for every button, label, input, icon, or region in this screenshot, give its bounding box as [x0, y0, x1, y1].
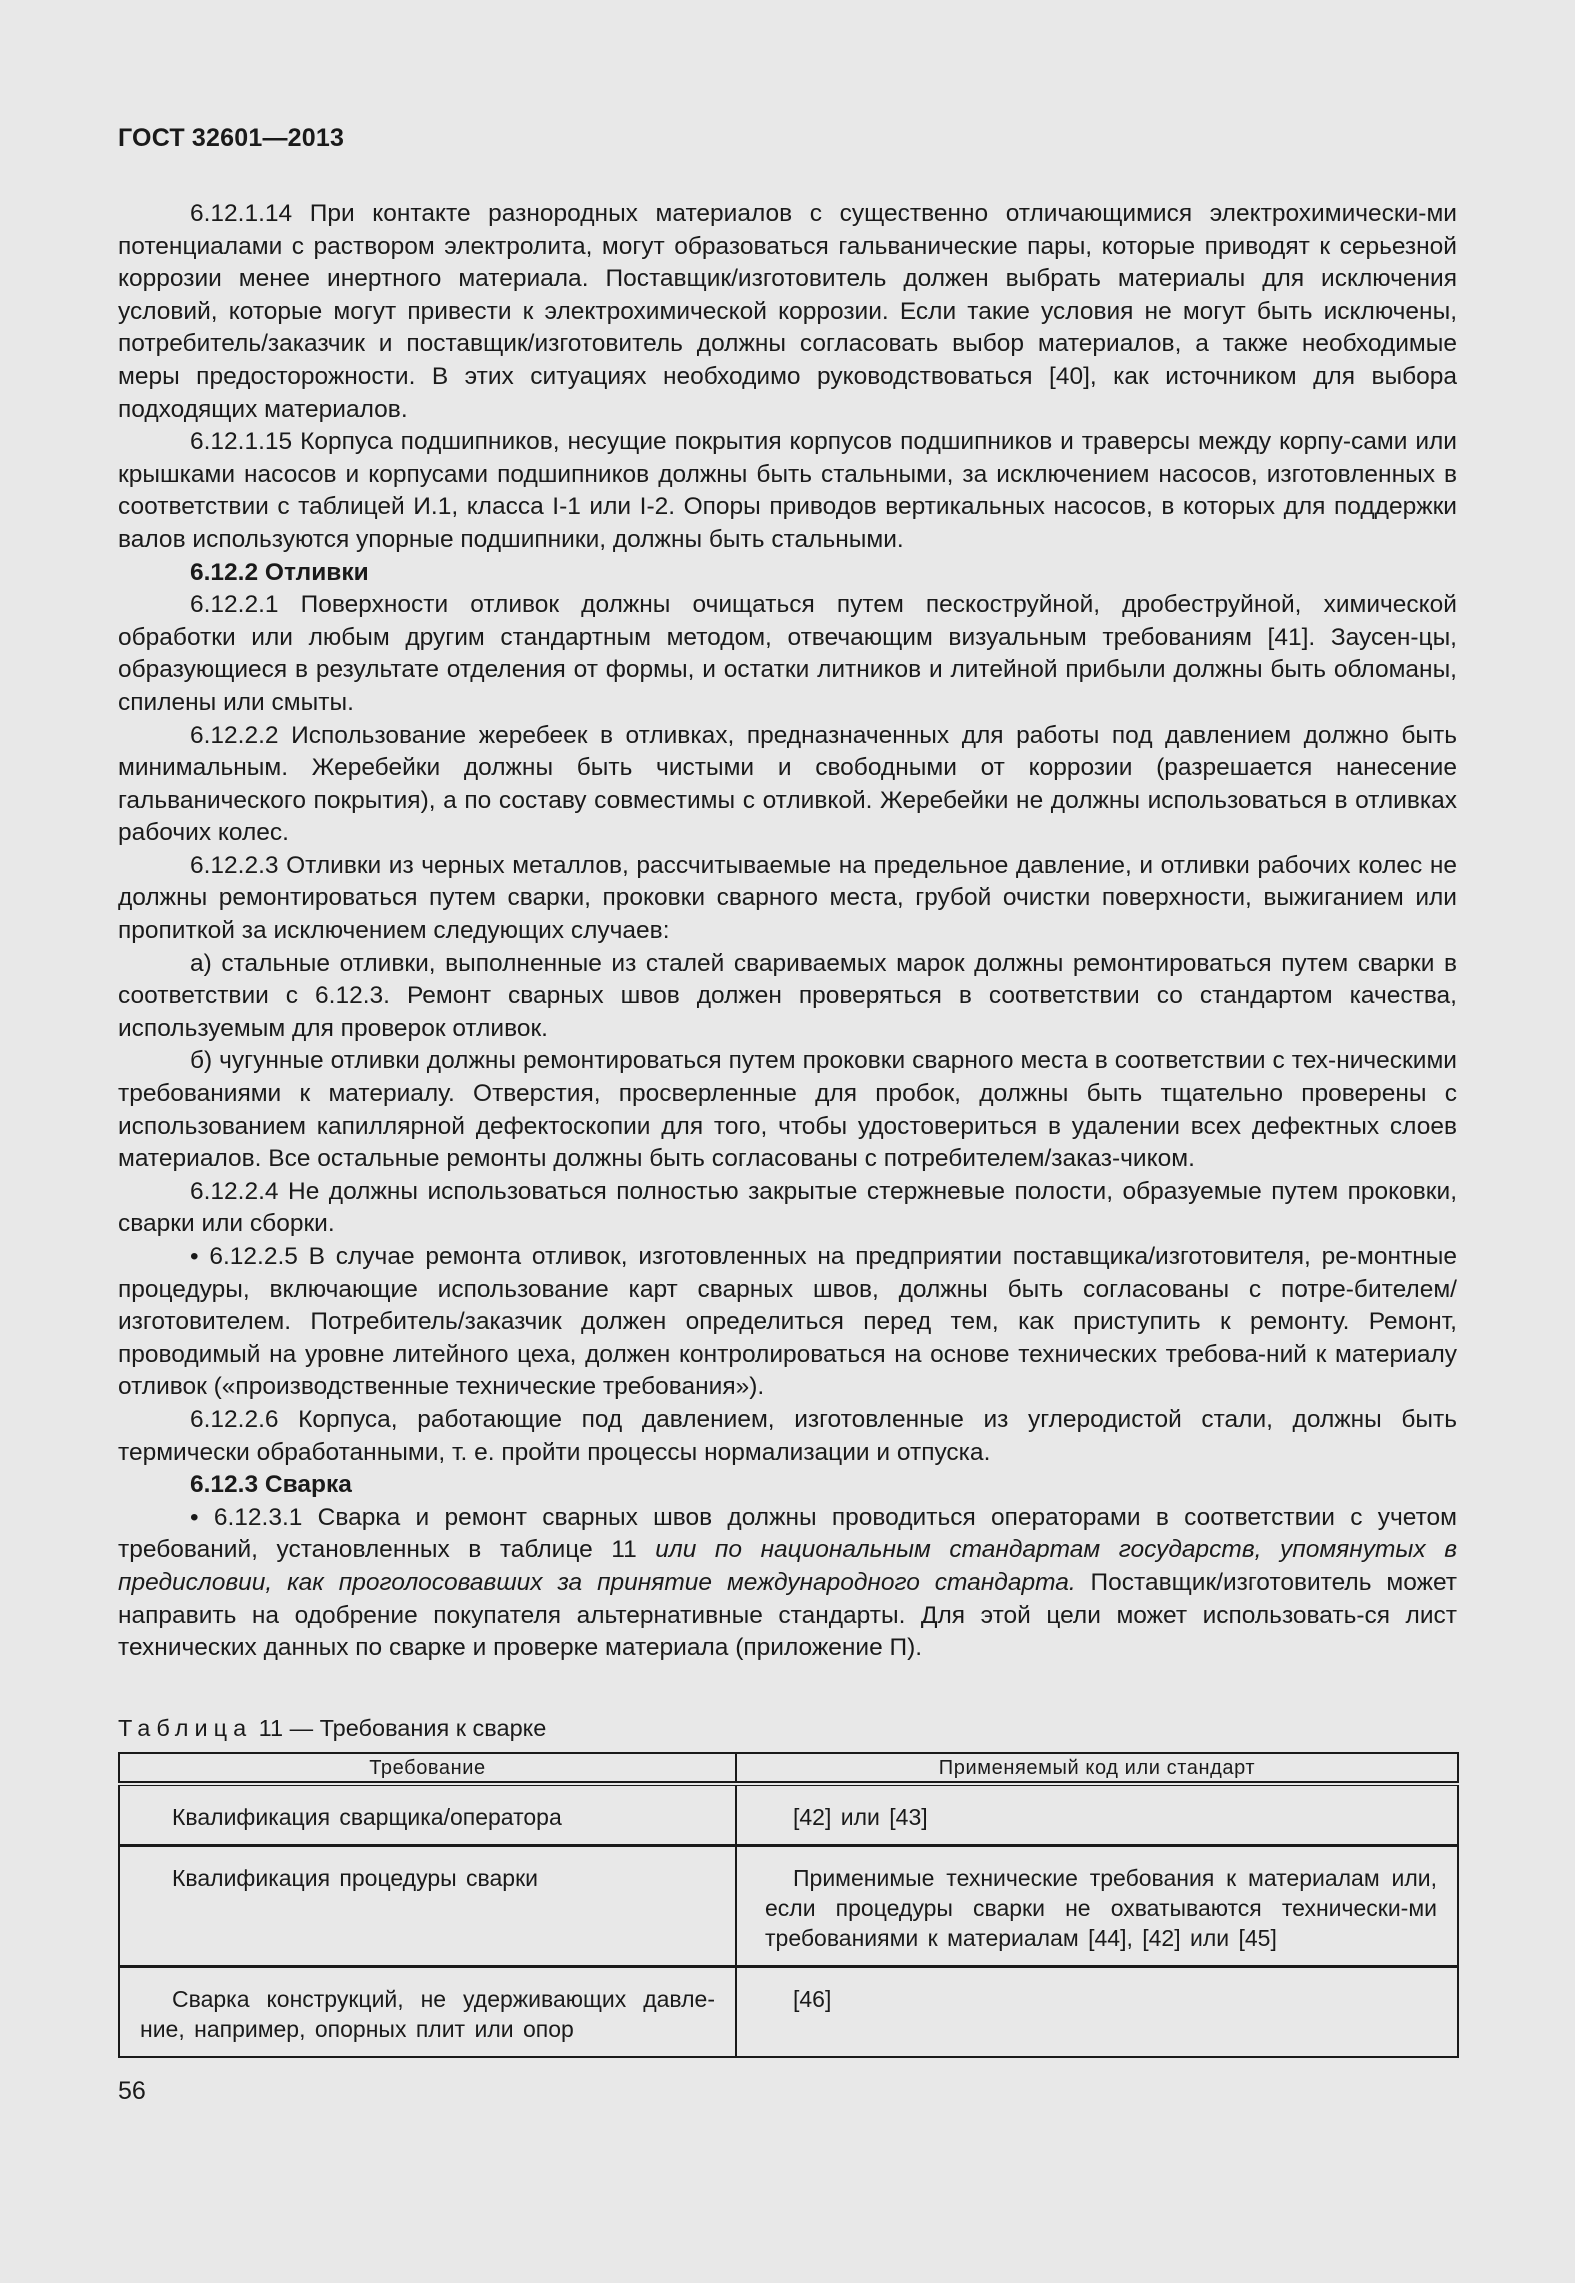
document-header: ГОСТ 32601—2013	[118, 124, 345, 152]
paragraph-6-12-2-5: • 6.12.2.5 В случае ремонта отливок, изготовленных на предприятии поставщика/изготовителя, ре-монтные процедуры, включающие использование карт сварных швов, должны быть согласованы с потре-бителем/изготовителем. Потребитель/заказчик должен определиться перед тем, как приступить к ремонту. Ремонт, проводимый на уровне литейного цеха, должен контролироваться на основе технических требова-ний к материалу отливок («производственные технические требования»).	[118, 1243, 1457, 1401]
cell-text: Квалификация процедуры сварки	[172, 1865, 538, 1891]
column-header-standard: Применяемый код или стандарт	[736, 1753, 1458, 1784]
paragraph-6-12-2-4: 6.12.2.4 Не должны использоваться полностью закрытые стержневые полости, образуемые путем проковки, сварки или сборки.	[118, 1177, 1457, 1238]
paragraph-6-12-3-1-end: Поставщик/изготовитель может направить на одобрение покупателя альтернативные стандарты. Для этой цели может использовать-ся лист технических данных по сварке и проверке материала (приложение П).	[118, 1568, 1458, 1662]
table-row	[119, 1967, 1458, 2058]
column-header-requirement: Требование	[119, 1753, 736, 1784]
paragraph-6-12-2-1: 6.12.2.1 Поверхности отливок должны очищаться путем пескоструйной, дробеструйной, химической обработки или любым другим стандартным методом, отвечающим визуальным требованиям [41]. Заусен-цы, образующиеся в результате отделения от формы, и остатки литников и литейной прибыли должны быть обломаны, спилены или смыты.	[118, 591, 1457, 716]
table-caption-label: Таблица	[118, 1715, 253, 1741]
table-cell	[736, 1967, 1458, 2058]
table-cell	[119, 1967, 736, 2058]
section-heading-welding: 6.12.3 Сварка	[190, 1471, 352, 1499]
table-caption	[118, 1713, 546, 1743]
paragraph-6-12-2-6: 6.12.2.6 Корпуса, работающие под давлением, изготовленные из углеродистой стали, должны быть термически обработанными, т. е. пройти процессы нормализации и отпуска.	[118, 1405, 1457, 1466]
cell-text: [46]	[793, 1986, 832, 2012]
paragraph-6-12-1-14: 6.12.1.14 При контакте разнородных материалов с существенно отличающимися электрохимически-ми потенциалами с раствором электролита, могут образоваться гальванические пары, которые приводят к серьезной коррозии менее инертного материала. Поставщик/изготовитель должен выбрать материалы для исключения условий, которые могут привести к электрохимической коррозии. Если такие условия не могут быть исключены, потребитель/заказчик и поставщик/изготовитель должны согласовать выбор материалов, а также необходимые меры предосторожности. В этих ситуациях необходимо руководствоваться [40], как источником для выбора подходящих материалов.	[118, 200, 1457, 423]
paragraph-6-12-3-1-start: • 6.12.3.1 Сварка и ремонт сварных швов должны проводиться операторами в соответствии с учетом требований, установленных в таблице 11	[118, 1503, 1457, 1564]
paragraph-6-12-3-1	[118, 1502, 1457, 1665]
table-caption-title: 11 — Требования к сварке	[252, 1715, 547, 1741]
document-body	[118, 198, 1457, 1665]
paragraph-6-12-3-1-italic: или по национальным стандартам государств, упомянутых в предисловии, как проголосовавших за принятие международного стандарта.	[118, 1536, 1457, 1596]
table-cell	[119, 1784, 736, 1846]
cell-text: Квалификация сварщика/оператора	[172, 1804, 562, 1830]
page-number: 56	[118, 2077, 146, 2105]
cell-text: [42] или [43]	[793, 1804, 928, 1830]
paragraph-6-12-2-2: 6.12.2.2 Использование жеребеек в отливках, предназначенных для работы под давлением должно быть минимальным. Жеребейки должны быть чистыми и свободными от коррозии (разрешается нанесение гальванического покрытия), а по составу совместимы с отливкой. Жеребейки не должны использоваться в отливках рабочих колес.	[118, 721, 1457, 847]
list-item-b: б) чугунные отливки должны ремонтироваться путем проковки сварного места в соответствии с тех-ническими требованиями к материалу. Отверстия, просверленные для пробок, должны быть тщательно проверены с использованием капиллярной дефектоскопии для того, чтобы удостовериться в удалении всех дефектных слоев материалов. Все остальные ремонты должны быть согласованы с потребителем/заказ-чиком.	[118, 1047, 1457, 1173]
list-item-a: а) стальные отливки, выполненные из сталей свариваемых марок должны ремонтироваться путем сварки в соответствии с 6.12.3. Ремонт сварных швов должен проверяться в соответствии со стандартом качества, используемым для проверок отливок.	[118, 949, 1457, 1042]
table-header-row	[119, 1753, 1458, 1784]
cell-text: Применимые технические требования к материалам или, если процедуры сварки не охватываются технически-ми требованиями к материалам [44], [42] или [45]	[765, 1865, 1437, 1951]
table-cell	[736, 1784, 1458, 1846]
table-cell	[736, 1846, 1458, 1967]
section-heading-castings: 6.12.2 Отливки	[190, 558, 369, 586]
table-row	[119, 1784, 1458, 1846]
welding-requirements-table	[118, 1752, 1459, 2058]
paragraph-6-12-1-15: 6.12.1.15 Корпуса подшипников, несущие покрытия корпусов подшипников и траверсы между корпу-сами или крышками насосов и корпусами подшипников должны быть стальными, за исключением насосов, изготовленных в соответствии с таблицей И.1, класса I-1 или I-2. Опоры приводов вертикальных насосов, в которых для поддержки валов используются упорные подшипники, должны быть стальными.	[118, 428, 1457, 553]
table-row	[119, 1846, 1458, 1967]
cell-text: Сварка конструкций, не удерживающих давле-ние, например, опорных плит или опор	[140, 1986, 715, 2042]
paragraph-6-12-2-3: 6.12.2.3 Отливки из черных металлов, рассчитываемые на предельное давление, и отливки рабочих колес не должны ремонтироваться путем сварки, проковки сварного места, грубой очистки поверхности, выжиганием или пропиткой за исключением следующих случаев:	[118, 851, 1457, 945]
table-cell	[119, 1846, 736, 1967]
